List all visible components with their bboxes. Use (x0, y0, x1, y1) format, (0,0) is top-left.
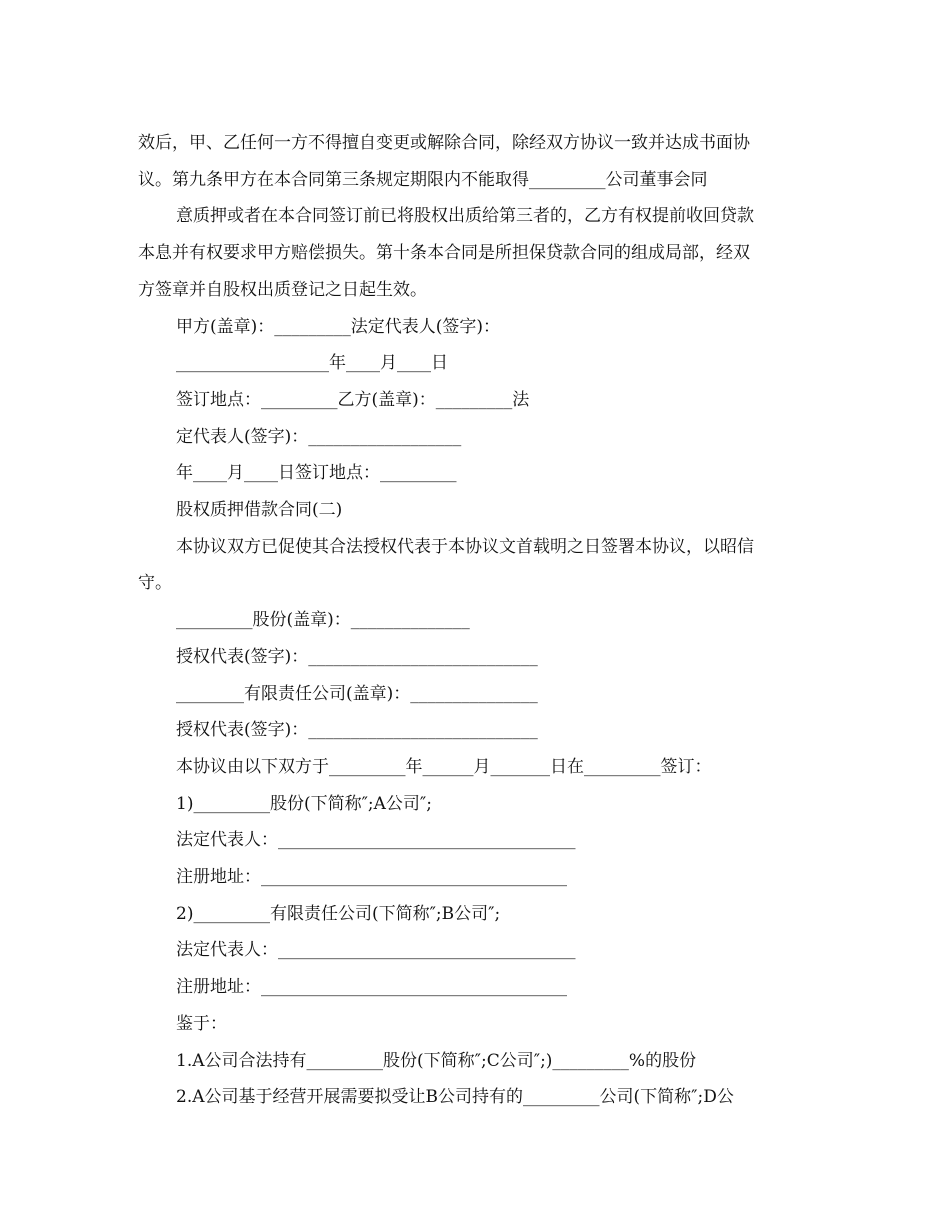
signature-line: 甲方(盖章)：_________法定代表人(签字)： (176, 316, 501, 337)
paragraph-line: 守。 (138, 573, 172, 594)
document-body (138, 125, 814, 1116)
section-title: 股权质押借款合同(二) (176, 500, 343, 521)
paragraph-line: 效后，甲、乙任何一方不得擅自变更或解除合同，除经双方协议一致并达成书面协 (138, 133, 750, 153)
list-item: 2.A公司基于经营开展需要拟受让B公司持有的_________公司(下简称″;D公 (176, 1087, 734, 1108)
paragraph-line: 本协议双方已促使其合法授权代表于本协议文首载明之日签署本协议，以昭信 (176, 536, 754, 557)
paragraph-line: 本息并有权要求甲方赔偿损失。第十条本合同是所担保贷款合同的组成局部，经双 (138, 243, 750, 264)
party-line: 1)_________股份(下简称″;A公司″; (176, 793, 433, 814)
party-line: 2)_________有限责任公司(下简称″;B公司″; (176, 903, 501, 924)
list-item: 1.A公司合法持有_________股份(下简称″;C公司″;)_________%的股份 (176, 1050, 697, 1071)
date-line: 年____月____日签订地点：_________ (176, 463, 457, 484)
signature-line: 定代表人(签字)：__________________ (176, 426, 462, 447)
signature-line: 签订地点：_________乙方(盖章)：_________法 (176, 389, 530, 410)
paragraph-line: 本协议由以下双方于_________年______月_______日在_________签订： (176, 756, 712, 777)
paragraph-line: 意质押或者在本合同签订前已将股权出质给第三者的，乙方有权提前收回贷款 (176, 206, 754, 227)
signature-line: _________股份(盖章)：______________ (176, 610, 470, 631)
signature-line: 授权代表(签字)：___________________________ (176, 646, 538, 667)
form-field-line: 注册地址：____________________________________ (176, 867, 567, 888)
form-field-line: 法定代表人：___________________________________ (176, 830, 576, 851)
section-heading: 鉴于： (176, 1013, 227, 1034)
paragraph-line: 议。第九条甲方在本合同第三条规定期限内不能取得_________公司董事会同 (138, 169, 708, 190)
signature-line: 授权代表(签字)：___________________________ (176, 720, 538, 741)
form-field-line: 注册地址：____________________________________ (176, 977, 567, 998)
form-field-line: 法定代表人：___________________________________ (176, 940, 576, 961)
paragraph-line: 方签章并自股权出质登记之日起生效。 (138, 279, 427, 300)
date-line: __________________年____月____日 (176, 353, 448, 374)
signature-line: ________有限责任公司(盖章)：_______________ (176, 683, 538, 704)
